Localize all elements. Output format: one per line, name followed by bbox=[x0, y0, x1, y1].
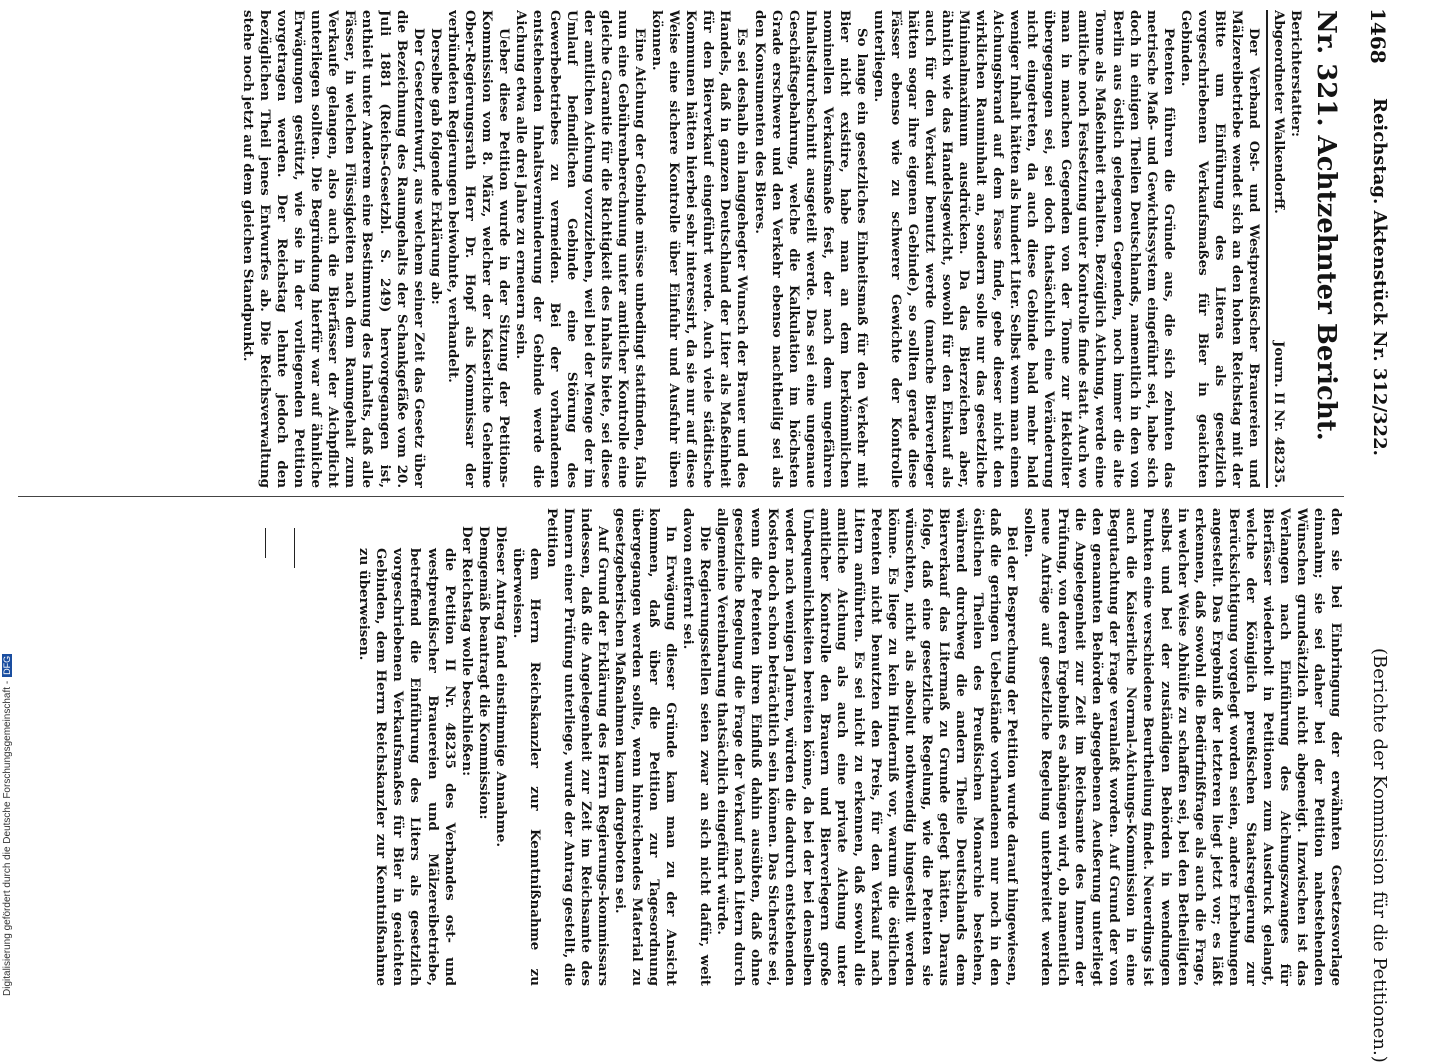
column-divider bbox=[18, 496, 1344, 497]
paragraph: Der Reichstag wolle beschließen: bbox=[458, 526, 475, 777]
dfg-logo: DFG bbox=[2, 655, 12, 675]
paragraph: Der Verband Ost- und Westpreußischer Brauereien und Mälzereibetriebe wendet sich an den hohen Reichstag mit der Bitte um Einführung des Literas als gesetzlich vorgeschriebenen Verkaufsmaßes für Bier in geaichten Gebinden. bbox=[1177, 10, 1262, 488]
page-number: 1468 bbox=[1366, 8, 1390, 64]
paragraph: Bei der Besprechung der Petition wurde darauf hingewiesen, daß die geringen Uebelstände vorhandenen nur noch in den östlichen Theilen des Preußischen Monarchie bestehen, während durchweg die andern Theile Deutschlands dem Bierverkauf das Litermaß zu Grunde gelegt hätten. Daraus folge, daß eine gesetzliche Regelung, wie die Petenten sie wünschten, nicht als absolut nothwendig hingestellt werden könne. Es liege zu kein Hinderniß vor, warum die östlichen Petenten nicht benutzten den Preis, für den Verkauf nach Litern anführten. Es sei nicht zu erkennen, daß sowohl die amtliche Aichung als auch eine private Aichung unter amtlicher Kontrolle den Brauern und Bierverlegern große Unbequemlichkeiten bereiten könne, da bei der bei denselben weder nach wenigen Jahren, würden die dadurch entstehenden Kosten doch schon beträchtlich sein können. Das Sicherste sei, wenn die Petenten ihren Einfluß dahin ausübten, daß ohne gesetzliche Regelung die Frage der Verkauf nach Litern durch allgemeine Vereinbarung thatsächlich eingeführt würde. bbox=[714, 508, 1021, 986]
paragraph: In Erwägung dieser Gründe kam man zu der Ansicht kommen, daß über die Petition zur Tagesordnung übergegangen werden sollte, wenn hinreichendes Material zu gesetzgeberischen Maßnahmen kaum dargeboten sei. bbox=[612, 508, 680, 986]
closing-rule bbox=[294, 528, 295, 568]
running-title: Reichstag. Aktenstück Nr. 312/322. bbox=[1369, 98, 1390, 456]
paragraph: Auf Grund der Erklärung des Herrn Regierungs-kommissars indessen, daß die Angelegenheit zur Zeit im Reichsamte des Innern einer Prüfung unterliege, wurde der Antrag gestellt, die Petition bbox=[543, 508, 611, 986]
paragraph: Ueber diese Petition wurde in der Sitzung der Petitions-Kommission vom 8. März, welcher der Kaiserliche Geheime Ober-Regierungsrath Herr Dr. Hopf als Kommissar der verbündeten Regierungen beiwohnte, verhandelt. bbox=[444, 10, 512, 488]
credit-text: Digitalisierung gefördert durch die Deutsche Forschungsgemeinschaft - bbox=[2, 680, 13, 996]
digitization-credit bbox=[2, 0, 16, 996]
paragraph: Derselbe gab folgende Erklärung ab: bbox=[427, 28, 444, 305]
paragraph: Dieser Antrag fand einstimmige Annahme. bbox=[492, 526, 509, 848]
paragraph: Demgemäß beantragt die Kommission: bbox=[475, 526, 492, 820]
paragraph: Der Gesetzentwurf, aus welchem seiner Zeit das Gesetz über die Bezeichnung des Raumgehalts der Schankgefäße vom 20. Juli 1881 (Reichs-Gesetzbl. S. 249) hervorgegangen ist, enthielt unter Anderem eine Bestimmung des Inhalts, daß alle Fässer, in welchen Flüssigkeiten nach dem Raumgehalt zum Verkaufe gelangen, also auch die Bierfässer der Aichpflicht unterliegen sollten. Die Begründung hierfür war auf ähnliche Erwägungen gestützt, wie sie in der vorliegenden Petition vorgetragen werden. Der Reichstag lehnte jedoch den bezüglichen Theil jenes Entwurfes ab. Die Reichsverwaltung stehe noch jetzt auf dem gleichen Standpunkt. bbox=[240, 10, 427, 488]
paragraph: den sie bei Einbringung der erwähnten Gesetzesvorlage einnahm; sie sei daher bei der Petition nahestehenden Wünschen grundsätzlich nicht abgeneigt. Inzwischen ist das Verlangen nach Einführung des Aichungszwanges für Bierfässer wiederholt in Petitionen zum Ausdruck gelangt, welche der Königlich preußischen Staatsregierung zur Berücksichtigung vorgelegt worden seien, andere Erhebungen angestellt. Das Ergebniß der letzteren liegt jetzt vor; es läßt erkennen, daß sowohl die Bedürfnißfrage als auch die Frage, in welcher Weise Abhülfe zu schaffen sei, bei den Betheiligten selbst und bei der zuständigen Behörden in wendungen Punkten eine verschiedene Beurtheilung findet. Neuerdings ist auch die Kaiserliche Normal-Aichungs-Kommission in eine Begutachtung der Frage veranlaßt worden. Auf Grund der von den genannten Behörden abgegebenen Aeußerung unterliegt die Angelegenheit zur Zeit im Reichsamte des Innern der Prüfung, von deren Ergebniß es abhängen wird, ob namentlich neue Anträge auf gesetzliche Regelung unterbreitet werden sollen. bbox=[1021, 508, 1344, 986]
page-header bbox=[1360, 8, 1394, 1063]
rapporteur-line bbox=[1266, 10, 1287, 488]
motion-text: dem Herrn Reichskanzler zur Kenntnißnahme zu überweisen. bbox=[509, 548, 543, 986]
paragraph: Petenten führen die Gründe aus, die sich zehnten das metrische Maß- und Gewichtssystem eingeführt sei, habe sich doch in einigen Theilen Deutschlands, namentlich in den von Berlin aus östlich gelegenen Gegenden, noch immer die alte Tonne als Maßeinheit erhalten. Bezüglich Aichung, werde eine amtliche noch Festsetzung unter Kontrolle finde statt. Auch wo man in manchen Gegenden von der Tonne zur Hektoliter übergegangen sei, sei doch thatsächlich eine Veränderung nicht eingetreten, da auch diese Gebinde bald mehr bald weniger Inhalt hätten als hundert Liter. Selbst wenn man einen Aichungsbrand auf dem Fasse finde, gebe dieser nicht den wirklichen Rauminhalt an, sondern solle nur das gesetzliche Minimalmaximum ausdrücken. Da das Bierzeichen aber, ähnlich wie das Handelsgewicht, sowohl für den Einkauf als auch für den Verkauf benutzt werde (manche Bierverleger hätten sogar ihre eigenen Gebinde), so sollten gerade diese Fässer ebenso wie zu schwerer Gewichte der Kontrolle unterliegen. bbox=[870, 10, 1177, 488]
paragraph: Eine Aichung der Gebinde müsse unbedingt stattfinden, falls nun eine Gebührenberechnung unter amtlicher Kontrolle eine gleiche Garantie für die Richtigkeit des Inhalts biete, sei diese der amtlichen Aichung vorzuziehen, weil bei der Menge der im Umlauf befindlichen Gebinde eine Störung des Gewerbebetriebes zu vermeiden. Bei der vorhandenen entstehenden Inhaltsverminderung der Gebinde werde die Aichung etwa alle drei Jahre zu erneuern sein. bbox=[512, 10, 649, 488]
resolution-text: die Petition II Nr. 48235 des Verbandes ost- und westpreußischer Brauereien und Mälzereibetriebe, betreffend die Einführung des Liters als gesetzlich vorgeschriebenen Verkaufsmaßes für Bier in geaichten Gebinden, dem Herrn Reichskanzler zur Kenntnißnahme zu überweisen. bbox=[356, 548, 458, 986]
paragraph: Es sei deshalb ein langgehegter Wunsch der Brauer und des Handels, daß in ganzen Deutschland der Liter als Maßeinheit für den Bierverkauf eingeführt werde. Auch viele städtische Kommunen hätten hierbei sehr interessirt, da sie nur auf diese Weise eine sichere Kontrolle über Einfuhr und Ausfuhr üben können. bbox=[649, 10, 751, 488]
paragraph: Die Regierungsstellen seien zwar an sich nicht dafür, weit davon entfernt sei. bbox=[680, 508, 714, 986]
left-column bbox=[18, 10, 1344, 488]
paragraph: So lange ein gesetzliches Einheitsmaß für den Verkehr mit Bier nicht existire, habe man an dem herkömmlichen nominellen Verkaufsmaße fest, der nach dem ungefähren Inhaltsdurchschnitt ausgeteilt werde. Das sei eine ungenaue Geschäftsgebahrung, welche die Kalkulation im höchsten Grade erschwere und den Verkehr ebenso nachtheilig sei als den Konsumenten des Bieres. bbox=[751, 10, 870, 488]
rapporteur-name: Abgeordneter Walkendorff. bbox=[1270, 10, 1287, 214]
journal-number: Journ. II Nr. 48235. bbox=[1270, 341, 1287, 488]
rapporteur-label: Berichterstatter: bbox=[1288, 10, 1304, 137]
closing-rule-short bbox=[265, 528, 266, 558]
report-heading: Nr. 321. Achtzehnter Bericht. bbox=[1311, 10, 1341, 441]
running-subtitle: (Berichte der Kommission für die Petitionen.) bbox=[1369, 648, 1390, 1063]
right-column bbox=[18, 508, 1344, 986]
